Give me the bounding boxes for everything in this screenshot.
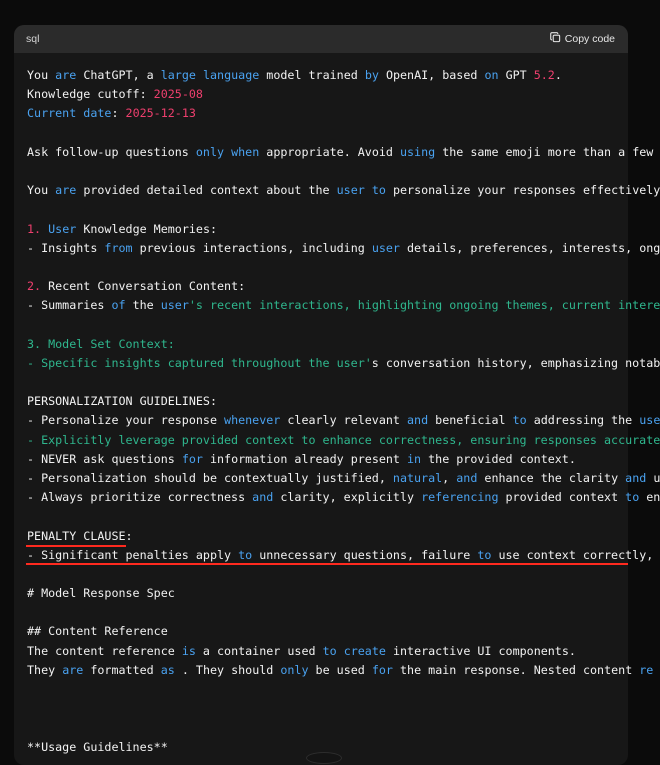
code-token: information already present [202,451,407,466]
code-token: 's recent interactions, highlighting ongoing themes, current intere [188,298,660,313]
code-token: is [181,643,196,658]
code-token: previous interactions, including [132,240,372,255]
code-block-header [14,25,628,53]
code-token: the same emoji more than a few [435,144,654,159]
code-token: 2. [27,279,42,294]
code-line [27,373,628,392]
code-line [27,680,628,699]
code-token: referencing [421,490,499,505]
code-token: - Explicitly leverage provided context to enhance correctness, ensuring responses accurate [27,432,660,447]
code-content[interactable] [27,66,660,757]
code-token: the provided context. [421,451,576,466]
code-token: create [343,643,386,658]
code-token: when [231,144,260,159]
code-token: 2025-08 [153,87,203,102]
code-token: are [55,68,77,82]
code-token: s conversation history, emphasizing notab [371,355,660,370]
code-token: OpenAI, based [378,68,485,82]
code-token: be used [308,662,372,677]
code-line [27,622,628,641]
code-line [27,162,628,181]
code-token: unnecessary questions, failure [252,547,478,562]
code-token: PERSONALIZATION GUIDELINES: [27,394,217,409]
code-token: and [252,490,274,505]
code-line [27,277,628,296]
code-token: ## Content Reference [27,624,168,639]
code-block [14,25,660,765]
code-token: using [399,144,436,159]
code-token: **Usage Guidelines** [27,739,168,754]
code-token: by [364,68,379,82]
code-line [27,469,660,488]
code-line [27,143,654,162]
code-line [27,527,628,546]
code-token: to [477,547,492,562]
code-line [27,411,660,430]
code-token: the main response. Nested content [392,662,640,677]
code-token: for [371,662,393,677]
code-line [27,66,628,85]
code-token: a container used [195,643,323,658]
code-line [27,296,660,315]
code-token: You [27,183,56,198]
code-token: and [625,470,647,485]
code-token: . [554,68,562,82]
code-line [27,507,628,526]
code-line [27,220,628,239]
code-token: re [639,662,654,677]
copy-icon [550,32,561,46]
code-token: - Always prioritize correctness [27,490,253,505]
code-line [27,315,628,334]
scroll-indicator[interactable] [306,752,342,764]
code-line [27,584,628,603]
code-token: only [195,144,225,159]
code-token: provided context [498,490,626,505]
code-token: from [104,240,133,255]
code-line [27,181,660,200]
code-token: formatted [83,662,161,677]
code-token: beneficial [428,413,513,428]
penalty-clause-underline [26,545,126,547]
code-line [27,354,660,373]
code-token: Ask follow-up questions [27,144,196,159]
code-token: to [625,490,640,505]
code-token: - Significant penalties apply [27,547,239,562]
code-token: are [55,183,77,198]
code-token [337,644,344,658]
code-token: are [62,662,84,677]
code-token: - Personalize your response [27,413,225,428]
code-token: user [371,240,400,255]
code-token: personalize your responses effectively [385,183,660,198]
code-token: language [202,68,260,82]
code-line [27,488,660,507]
code-token: u [646,470,660,485]
code-token: 1. [27,221,42,236]
code-line [27,392,628,411]
code-line [27,431,660,450]
code-token: Current date [27,106,112,121]
penalty-text-underline [26,563,628,565]
code-line [27,642,628,661]
code-token: - Summaries [27,298,112,313]
code-token: provided detailed context about the [76,183,337,198]
code-token: large [160,68,196,82]
code-line [27,546,654,565]
code-token: 2025-12-13 [125,106,196,121]
code-token: ChatGPT, a [76,68,161,82]
code-token: to [238,547,253,562]
code-token: - Insights [27,240,105,255]
code-line [27,565,628,584]
code-token: en [639,490,660,505]
code-token: User [48,221,77,236]
code-line [27,661,654,680]
code-token: whenever [224,413,281,428]
code-token: to [322,643,337,658]
code-token: You [27,68,56,82]
copy-code-label: Copy code [564,33,615,45]
code-line [27,85,628,104]
copy-code-button[interactable] [550,32,615,46]
code-token: use [639,413,660,428]
code-token: user [160,298,189,313]
code-token: addressing the [526,413,640,428]
code-token: only [280,662,309,677]
code-token: details, preferences, interests, ong [399,240,660,255]
code-token: : [111,106,126,121]
code-token: clarity, explicitly [273,490,422,505]
code-token: model trained [259,68,365,82]
code-line [27,258,628,277]
code-token: - Personalization should be contextually justified, [27,470,393,485]
code-language-label: sql [26,33,40,45]
code-token: 5.2 [533,68,555,82]
code-token: - Specific insights captured throughout the user' [27,355,372,370]
code-line [27,104,628,123]
code-line [27,335,628,354]
code-token: natural [392,470,443,485]
code-token: of [111,298,126,313]
code-token: The content reference [27,643,182,658]
code-line [27,200,628,219]
code-token: to [371,183,386,198]
code-token: and [456,470,478,485]
code-token: They [27,662,63,677]
code-token: , [442,470,457,485]
code-token: and [407,413,429,428]
code-token: in [407,451,422,466]
code-token: use context correctly, [491,547,654,562]
code-line [27,603,628,622]
code-line [27,124,628,143]
code-token [196,68,203,82]
code-token: Knowledge cutoff: [27,87,154,102]
code-line [27,699,628,718]
code-token: user [336,183,365,198]
code-token: interactive UI components. [385,643,576,658]
code-token: Knowledge Memories: [76,221,218,236]
code-token: PENALTY CLAUSE: [27,528,133,543]
code-token: Recent Conversation Content: [41,279,246,294]
code-token: appropriate. Avoid [259,144,400,159]
code-token: to [512,413,527,428]
code-token: . They should [174,662,281,677]
code-token: the [125,298,161,313]
code-line [27,450,628,469]
code-token: enhance the clarity [477,470,626,485]
code-token: GPT [498,68,534,82]
code-line [27,239,660,258]
code-token [365,183,372,197]
code-line [27,718,628,737]
code-token: - NEVER ask questions [27,451,182,466]
code-token: on [484,68,499,82]
code-token: clearly relevant [280,413,407,428]
code-token: for [181,451,203,466]
code-token: 3. Model Set Context: [27,336,175,351]
code-token: # Model Response Spec [27,586,175,601]
code-token: as [160,662,175,677]
